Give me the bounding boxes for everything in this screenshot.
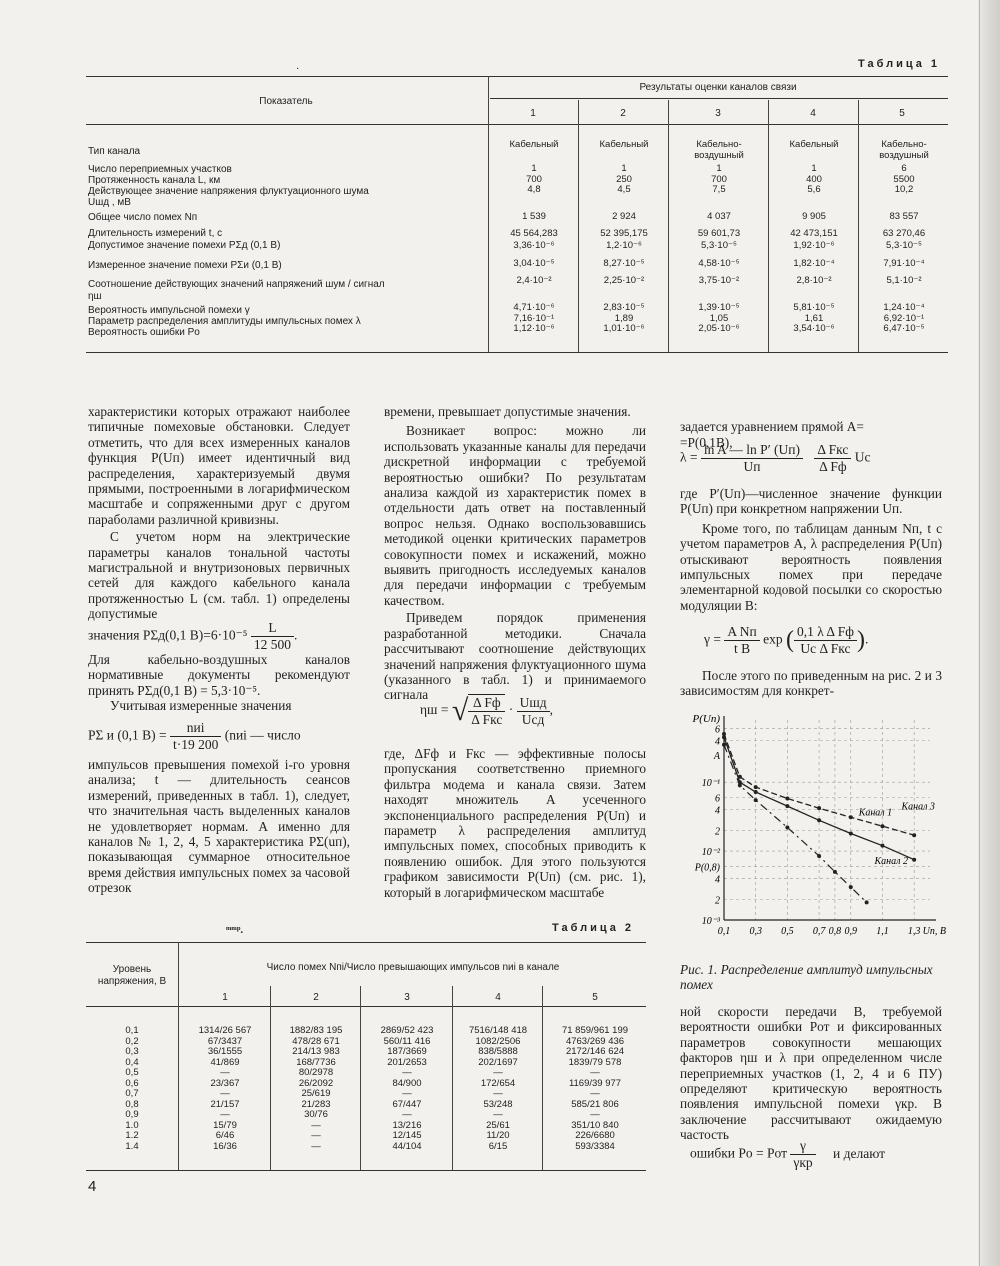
numerator: Δ Fф <box>468 695 505 712</box>
table1-cell: 6 5500 10,2 <box>893 163 915 195</box>
y-axis-title: P(Uп) <box>692 713 720 725</box>
table1-cell: 52 395,175 1,2·10⁻⁶ <box>600 228 648 251</box>
data-point <box>754 785 758 789</box>
table1-cell: 1,24·10⁻⁴ 6,92·10⁻¹ 6,47·10⁻⁵ <box>883 302 925 334</box>
table1-cell: 63 270,46 5,3·10⁻⁵ <box>882 228 926 251</box>
table1-caption: Таблица 1 <box>858 58 941 70</box>
table2-bottom-rule <box>86 1170 646 1171</box>
table1-col-num: 2 <box>620 108 626 119</box>
data-point <box>754 798 758 802</box>
denominator: 12 500 <box>253 637 291 652</box>
numerator: nиi <box>170 720 221 737</box>
data-point <box>817 818 821 822</box>
fraction <box>701 442 803 475</box>
fraction <box>790 1138 815 1171</box>
fraction <box>794 624 857 657</box>
x-tick-label: 0,5 <box>781 926 794 937</box>
table2-header-group: Число помех Nпi/Число превышающих импульсов nиi в канале <box>266 962 560 973</box>
y-tick-label: 6 <box>715 793 720 805</box>
formula-lhs: ηш = <box>420 702 449 718</box>
table2-col: 2869/52 423 560/11 416 187/3669 201/2653 — 84/900 — 67/447 — 13/216 12/145 44/104 <box>380 1025 434 1152</box>
table1-cell: 5,1·10⁻² <box>886 275 922 286</box>
table2-header-rule <box>86 1006 646 1007</box>
paragraph: Приведем порядок применения разработанной методики. Сначала рассчитывают соотношение действующих значений напряжения флуктуационного шума (указанного в табл. 1) и принимаемого сигнала <box>384 610 646 703</box>
col2-text <box>384 404 646 703</box>
sqrt-sign: √ <box>451 694 469 727</box>
data-point <box>754 790 758 794</box>
formula-rhs: (nиi — число <box>224 727 301 743</box>
figure1-caption: Рис. 1. Распределение амплитуд импульсных помех <box>680 962 933 992</box>
data-point <box>817 854 821 858</box>
denominator: Uсд <box>521 711 545 727</box>
table1-header-left: Показатель <box>259 96 313 107</box>
x-tick-label: 0,7 <box>812 926 826 937</box>
table1-row-label: Тип канала <box>88 146 141 157</box>
y-tick-label: P(0,8) <box>694 862 720 874</box>
col3-text-2 <box>680 486 942 613</box>
x-tick-label: 0,1 <box>717 926 731 937</box>
table1-row-label: Вероятность импульсной помехи γ Параметр распределения амплитуды импульсных помех λ Вероятность ошибки Pо <box>88 305 361 338</box>
table2-col-divider <box>360 986 361 1170</box>
data-point <box>738 775 742 779</box>
paragraph: Кроме того, по таблицам данным Nп, t с учетом параметров A, λ распределения P(Uп) отыскивают вероятность появления импульсных помех при передаче элементарной кодовой посылки со скоростью модуляции B: <box>680 520 942 613</box>
formula-lhs: ошибки Pо = Pот <box>690 1145 787 1161</box>
table1-col-num: 5 <box>899 108 905 119</box>
data-point <box>722 743 726 747</box>
data-point <box>833 870 837 874</box>
table1-cell: 3,75·10⁻² <box>698 275 740 286</box>
numerator: γ <box>790 1138 815 1155</box>
numerator: ln A — ln P′ (Uп) <box>701 442 803 459</box>
table1-cell: 42 473,151 1,92·10⁻⁶ <box>790 228 838 251</box>
table1-cell: 8,27·10⁻⁵ <box>603 258 645 269</box>
data-point <box>785 826 789 830</box>
table2-col-num: 5 <box>592 992 598 1003</box>
paragraph: Возникает вопрос: можно ли использовать указанные каналы для передачи дискретной информации с требуемой вероятностью ошибки? По результатам анализа каждой из характеристик помех в отдельности дать ответ на поставленный вопрос нельзя. Однако воспользовавшись методикой оценки критических параметров совокупности помех и искажений, можно выявить пригодность исследуемых каналов для передачи информации с требуемым качеством. <box>384 423 646 608</box>
figure1-chart <box>680 706 950 956</box>
fraction <box>251 620 294 653</box>
data-point <box>880 824 884 828</box>
col3-text-3 <box>680 668 942 699</box>
data-point <box>849 815 853 819</box>
fraction <box>170 720 221 753</box>
table1-row-label: Число переприемных участков Протяженность канала L, км Действующее значение напряжения флуктуационного шума Uшд , мВ <box>88 164 369 208</box>
formula-lhs: значения PΣд(0,1 В)=6·10⁻⁵ <box>88 627 248 643</box>
numerator: A Nп <box>724 624 759 641</box>
formula-lhs: λ = <box>680 449 698 465</box>
fraction <box>724 624 759 657</box>
denominator: Δ Fкс <box>471 712 503 727</box>
table2-header-left: Уровень напряжения, В <box>97 964 167 987</box>
table1-cell: 4,71·10⁻⁶ 7,16·10⁻¹ 1,12·10⁻⁶ <box>513 302 555 334</box>
numerator: Δ Fкс <box>814 442 851 459</box>
table1-col-divider <box>768 100 769 352</box>
formula-rhs: и делают <box>833 1145 886 1161</box>
top-tick: · <box>296 64 300 75</box>
y-tick-label: 4 <box>715 874 720 886</box>
paragraph: После этого по приведенным на рис. 2 и 3 зависимостям для конкрет- <box>680 668 942 699</box>
paragraph: С учетом норм на электрические параметры каналов тональной частоты магистральной и внутризоновых первичных сетей для каждого кабельного канала протяженностью L (см. табл. 1) определены допустимые <box>88 529 350 622</box>
formula-lhs: γ = <box>704 631 721 647</box>
table2-col-divider <box>452 986 453 1170</box>
series-label: Канал 3 <box>901 801 935 813</box>
paragraph: где P′(Uп)—численное значение функции P(Uп) при конкретном напряжении Uп. <box>680 486 942 517</box>
table1-cell: 4 037 <box>707 211 731 222</box>
denominator: γкр <box>793 1155 813 1170</box>
table1-cell: 1 700 7,5 <box>711 163 727 195</box>
y-tick-label: 2 <box>715 826 720 838</box>
data-point <box>785 797 789 801</box>
stamp-mark: ᵐᵐᵖ. <box>226 924 244 936</box>
table1-cell: 2 924 <box>612 211 636 222</box>
table1-cell: 9 905 <box>802 211 826 222</box>
table1-cell: 1 700 4,8 <box>526 163 542 195</box>
table1-row-label: Измеренное значение помехи PΣи (0,1 В) <box>88 260 282 271</box>
denominator: t B <box>733 641 751 656</box>
table2-col-num: 3 <box>404 992 410 1003</box>
exp-label: exp <box>763 631 783 647</box>
data-point <box>785 804 789 808</box>
denominator: Uп <box>743 459 761 474</box>
table1-col-divider <box>858 100 859 352</box>
numerator: 0,1 λ Δ Fф <box>794 624 857 641</box>
formula-eta: ηш = √ $\frac{\text{Δ Fф}}{\text{Δ Fкс}}$ · $\frac{\text{Uшд}}{\text{Uсд}}$ , <box>420 694 553 727</box>
table1-cell: 2,8·10⁻² <box>796 275 832 286</box>
numerator: Uшд <box>517 695 550 712</box>
data-point <box>880 844 884 848</box>
fraction <box>468 694 505 728</box>
numerator: L <box>251 620 294 637</box>
formula-gamma: γ = $\frac{\text{A Nп}}{\text{t B}}$ exp ( $\frac{\text{0,1 λ Δ Fф}}{\text{Uс Δ Fкс}}$ ). <box>704 624 869 656</box>
table1-cell: 83 557 <box>889 211 919 222</box>
table2-col-num: 2 <box>313 992 319 1003</box>
table1-cell: Кабельный <box>789 139 839 150</box>
page-edge-shadow <box>978 0 1000 1266</box>
table1-cell: 2,4·10⁻² <box>516 275 552 286</box>
table1-bottom-rule <box>86 352 948 353</box>
denominator: Uс Δ Fкс <box>800 641 851 656</box>
table1-divider <box>488 76 489 352</box>
table1-cell: 4,58·10⁻⁵ <box>698 258 740 269</box>
paragraph: задается уравнением прямой A= =P(0,1B), <box>680 419 864 450</box>
table2-col-divider <box>542 986 543 1170</box>
paragraph: Учитывая измеренные значения <box>110 698 292 714</box>
table1-row-label: Общее число помех Nп <box>88 212 198 223</box>
data-point <box>865 900 869 904</box>
col1-text <box>88 404 350 622</box>
table1-cell: 1 250 4,5 <box>616 163 632 195</box>
y-tick-label: 2 <box>715 895 720 907</box>
table1-cell: Кабельный <box>509 139 559 150</box>
fraction <box>517 695 550 728</box>
table2-levels: 0,1 0,2 0,3 0,4 0,5 0,6 0,7 0,8 0,9 1.0 1.2 1.4 <box>125 1025 139 1152</box>
denominator: t·19 200 <box>172 737 219 752</box>
formula-tail: Uс <box>854 449 871 465</box>
formula-po <box>690 1138 885 1171</box>
data-point <box>849 832 853 836</box>
table2-top-rule <box>86 942 646 943</box>
denominator: Δ Fф <box>819 459 847 474</box>
x-tick-label: 0,8 <box>828 926 842 937</box>
y-axis-label-a: A <box>713 750 720 762</box>
table1-cell: 2,25·10⁻² <box>603 275 645 286</box>
paragraph: характеристики которых отражают наиболее типичные помеховые обстановки. Следует отметить, что для всех измеренных каналов функция P(Uп) имеет идентичный вид распределения, характеризуемый двумя прямыми, построенными в логарифмическом масштабе и сопряженными друг с другом параболами различной кривизны. <box>88 404 350 527</box>
table1-col-divider <box>668 100 669 352</box>
formula-p-sigma-d: значения PΣд(0,1 В)=6·10⁻⁵ $\frac{L}{12 500}$ . <box>88 620 298 652</box>
table1-cell: 5,81·10⁻⁵ 1,61 3,54·10⁻⁶ <box>793 302 835 334</box>
table1-cell: 1 400 5,6 <box>806 163 822 195</box>
col1-text-3 <box>88 757 350 896</box>
page-number: 4 <box>88 1178 97 1195</box>
data-point <box>849 885 853 889</box>
table2-col: 1314/26 567 67/3437 36/1555 41/869 — 23/367 — 21/157 — 15/79 6/46 16/36 <box>198 1025 252 1152</box>
y-tick-label: 10⁻² <box>701 847 720 859</box>
paragraph: времени, превышает допустимые значения. <box>384 404 631 419</box>
table1-cell: 2,83·10⁻⁵ 1,89 1,01·10⁻⁶ <box>603 302 645 334</box>
series-label: Канал 2 <box>874 855 909 867</box>
table1-cell: Кабельно- воздушный <box>879 139 929 161</box>
table2 <box>86 942 646 1172</box>
col3-text-4 <box>680 1004 942 1143</box>
formula-p-sigma-i <box>88 720 301 753</box>
y-tick-label: 10⁻¹ <box>701 778 720 790</box>
y-tick-label: 10⁻³ <box>701 916 720 927</box>
table1-cell: 45 564,283 3,36·10⁻⁶ <box>510 228 558 251</box>
table1-cell: 59 601,73 5,3·10⁻⁵ <box>697 228 741 251</box>
x-tick-label: 1,3 <box>907 926 921 937</box>
table2-col: 1882/83 195 478/28 671 214/13 983 168/7736 80/2978 26/2092 25/619 21/283 30/76 — — — <box>289 1025 343 1152</box>
data-point <box>722 732 726 736</box>
data-point <box>912 833 916 837</box>
table2-caption: Таблица 2 <box>552 922 635 934</box>
series-label: Канал 1 <box>858 807 893 819</box>
table2-col-num: 4 <box>495 992 501 1003</box>
col2-text-2 <box>384 746 646 900</box>
table1-col-num: 3 <box>715 108 721 119</box>
paragraph: где, ΔFф и Fкс — эффективные полосы пропускания соответственно приемного фильтра модема и канала связи. Затем находят множитель A усеченного экспоненциального распределения P(Uп) и параметр λ распределения амплитуд импульсных помех, способных приводить к появлению ошибок. Для этого пользуются графиком зависимости P(Uп) (см. рис. 1), который в логарифмическом масштабе <box>384 746 646 900</box>
table1-col-num: 4 <box>810 108 816 119</box>
table1-row-label: Длительность измерений t, с Допустимое значение помехи PΣд (0,1 В) <box>88 228 281 251</box>
table1-cell: Кабельный <box>599 139 649 150</box>
formula-lhs: PΣ и (0,1 В) = <box>88 727 167 743</box>
table2-col-num: 1 <box>222 992 228 1003</box>
table1-cell: 1 539 <box>522 211 546 222</box>
table1-top-rule <box>86 76 948 77</box>
table1-group-rule <box>490 98 948 99</box>
page-edge-line <box>979 0 980 1266</box>
table1-cell: 1,39·10⁻⁵ 1,05 2,05·10⁻⁶ <box>698 302 740 334</box>
table1-cell: 7,91·10⁻⁴ <box>883 258 925 269</box>
table1-header-group: Результаты оценки каналов связи <box>639 82 797 93</box>
x-tick-label: 0,3 <box>749 926 762 937</box>
y-tick-label: 4 <box>715 805 720 817</box>
x-axis-title: Uп, В <box>922 926 946 937</box>
data-point <box>912 858 916 862</box>
table1-cell: 3,04·10⁻⁵ <box>513 258 555 269</box>
paragraph: Для кабельно-воздушных каналов нормативные документы рекомендуют принять PΣд(0,1 В) = 5,3·10⁻⁵. <box>88 652 350 698</box>
formula-lambda <box>680 442 871 475</box>
fraction <box>814 442 851 475</box>
table2-col: 7516/148 418 1082/2506 838/5888 202/1697 — 172/654 — 53/248 — 25/61 11/20 6/15 <box>468 1025 528 1152</box>
y-tick-label: 6 <box>715 724 720 736</box>
table1-cell: 1,82·10⁻⁴ <box>793 258 835 269</box>
x-tick-label: 1,1 <box>876 926 889 937</box>
col1-text-2 <box>88 652 350 714</box>
table2-col: 71 859/961 199 4763/269 436 2172/146 624 1839/79 578 — 1169/39 977 — 585/21 806 — 351/10 840 226/6680 593/3384 <box>561 1025 629 1152</box>
data-point <box>738 783 742 787</box>
y-tick-label: 4 <box>715 736 720 748</box>
data-point <box>817 806 821 810</box>
x-tick-label: 0,9 <box>844 926 858 937</box>
table2-divider <box>178 942 179 1170</box>
table1-row-label: Соотношение действующих значений напряжений шум / сигнал ηш <box>88 279 385 302</box>
table1-col-num: 1 <box>530 108 536 119</box>
paragraph: импульсов превышения помехой i-го уровня анализа; t — длительность сеансов измерений, приведенных в табл. 1), следует, что значительная часть выделенных каналов не удовлетворяет нормам. А именно для каналов № 1, 2, 4, 5 характеристика PΣ(uп), показывающая суммарное относительное время действия импульсных помех за часовой отрезок <box>88 757 350 896</box>
table1-header-rule <box>86 124 948 125</box>
table1-col-divider <box>578 100 579 352</box>
paragraph: ной скорости передачи B, требуемой вероятности ошибки Pот и фиксированных параметров совокупности мешающих факторов ηш и λ при определенном числе переприемных участков (1, 2, 4 и 6 ПУ) определяют критическую вероятность появления импульсной помехи γкр. В заключение рассчитывают ожидаемую частость <box>680 1004 942 1143</box>
table2-col-divider <box>270 986 271 1170</box>
table1-cell: Кабельно- воздушный <box>694 139 744 161</box>
